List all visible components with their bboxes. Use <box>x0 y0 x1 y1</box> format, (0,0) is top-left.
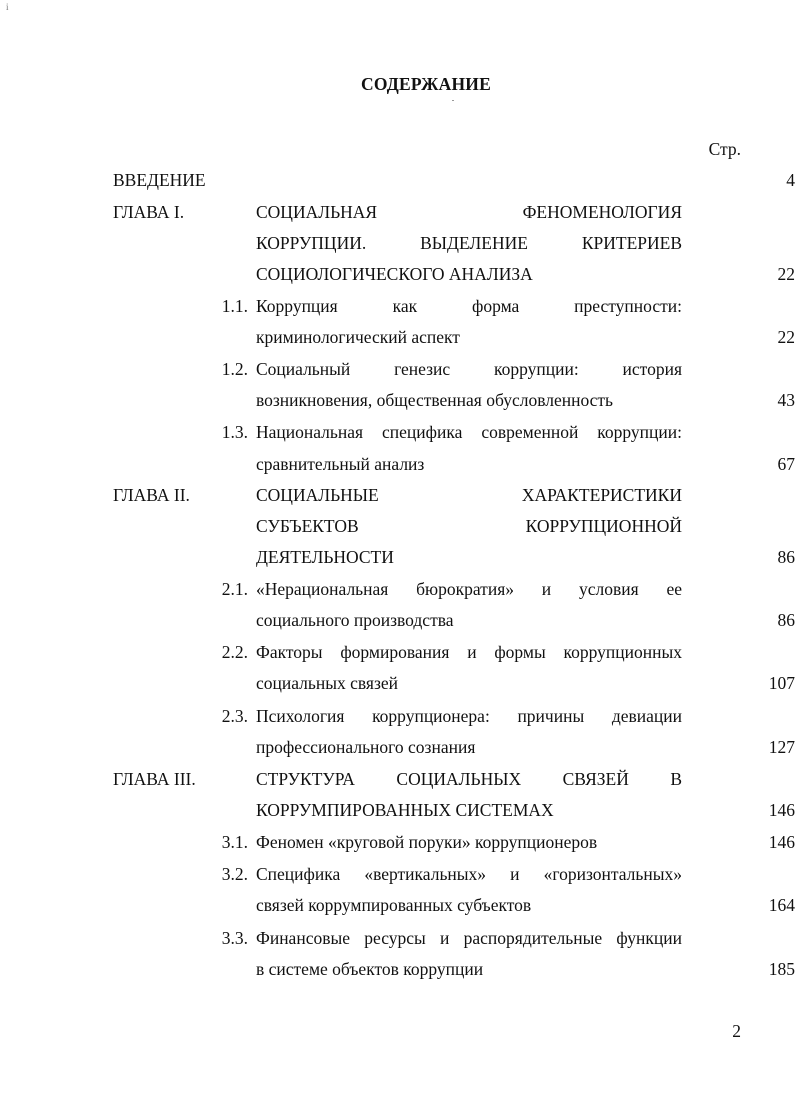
toc-page-number: 185 <box>768 959 795 979</box>
section-title-line: Коррупция как форма преступности: <box>256 296 682 316</box>
toc-page-number: 22 <box>777 264 795 284</box>
section-title-line: Социальный генезис коррупции: история <box>256 359 682 379</box>
section-title-line: Факторы формирования и формы коррупционных <box>256 642 682 662</box>
toc-page-number: 86 <box>777 610 795 630</box>
section-number: 1.2. <box>221 359 248 379</box>
section-title-line: криминологический аспект <box>256 327 460 347</box>
corner-mark: i <box>6 2 9 12</box>
section-title-line: в системе объектов коррупции <box>256 959 484 979</box>
toc-page-number: 86 <box>777 547 795 567</box>
section-title-line: Феномен «круговой поруки» коррупционеров <box>256 832 598 852</box>
chapter-title-line: СТРУКТУРА СОЦИАЛЬНЫХ СВЯЗЕЙ В <box>256 769 682 789</box>
chapter-title-line: КОРРУМПИРОВАННЫХ СИСТЕМАХ <box>256 800 554 820</box>
toc-page-number: 4 <box>786 170 795 190</box>
chapter-label: ВВЕДЕНИЕ <box>113 170 206 190</box>
toc-entry-intro <box>0 168 795 192</box>
section-title-line: возникновения, общественная обусловленность <box>256 390 614 410</box>
toc-page-number: 22 <box>777 327 795 347</box>
toc-page-number: 67 <box>777 454 795 474</box>
section-number: 2.3. <box>221 706 248 726</box>
chapter-title-line: СОЦИАЛЬНЫЕ ХАРАКТЕРИСТИКИ <box>256 485 682 505</box>
toc-page-number: 127 <box>768 737 795 757</box>
chapter-title-line: КОРРУПЦИИ. ВЫДЕЛЕНИЕ КРИТЕРИЕВ <box>256 233 682 253</box>
page-number: 2 <box>732 1021 741 1041</box>
page-column-label: Стр. <box>708 139 741 159</box>
toc-page-number: 107 <box>768 673 795 693</box>
section-title-line: сравнительный анализ <box>256 454 425 474</box>
chapter-title-line: ДЕЯТЕЛЬНОСТИ <box>256 547 394 567</box>
section-number: 1.3. <box>221 422 248 442</box>
chapter-label: ГЛАВА I. <box>113 202 185 222</box>
section-title-line: Финансовые ресурсы и распорядительные функции <box>256 928 682 948</box>
toc-page-number: 43 <box>777 390 795 410</box>
section-number: 2.2. <box>221 642 248 662</box>
chapter-title-line: СОЦИОЛОГИЧЕСКОГО АНАЛИЗА <box>256 264 533 284</box>
toc-page-number: 164 <box>768 895 795 915</box>
toc-page-number: 146 <box>768 832 795 852</box>
chapter-title-line: СУБЪЕКТОВ КОРРУПЦИОННОЙ <box>256 516 682 536</box>
section-title-line: связей коррумпированных субъектов <box>256 895 532 915</box>
section-title-line: Специфика «вертикальных» и «горизонтальных» <box>256 864 682 884</box>
section-number: 3.1. <box>221 832 248 852</box>
chapter-title-line: СОЦИАЛЬНАЯ ФЕНОМЕНОЛОГИЯ <box>256 202 682 222</box>
section-title-line: профессионального сознания <box>256 737 476 757</box>
chapter-label: ГЛАВА III. <box>113 769 196 789</box>
section-number: 1.1. <box>221 296 248 316</box>
section-title-line: социальных связей <box>256 673 399 693</box>
section-title-line: «Нерациональная бюрократия» и условия ее <box>256 579 682 599</box>
section-title-line: Психология коррупционера: причины девиации <box>256 706 682 726</box>
page-title: СОДЕРЖАНИЕ <box>360 74 491 94</box>
section-number: 3.2. <box>221 864 248 884</box>
chapter-label: ГЛАВА II. <box>113 485 190 505</box>
section-title-line: Национальная специфика современной коррупции: <box>256 422 682 442</box>
section-number: 3.3. <box>221 928 248 948</box>
toc-page-number: 146 <box>768 800 795 820</box>
section-title-line: социального производства <box>256 610 454 630</box>
scan-speck <box>452 100 454 101</box>
section-number: 2.1. <box>221 579 248 599</box>
